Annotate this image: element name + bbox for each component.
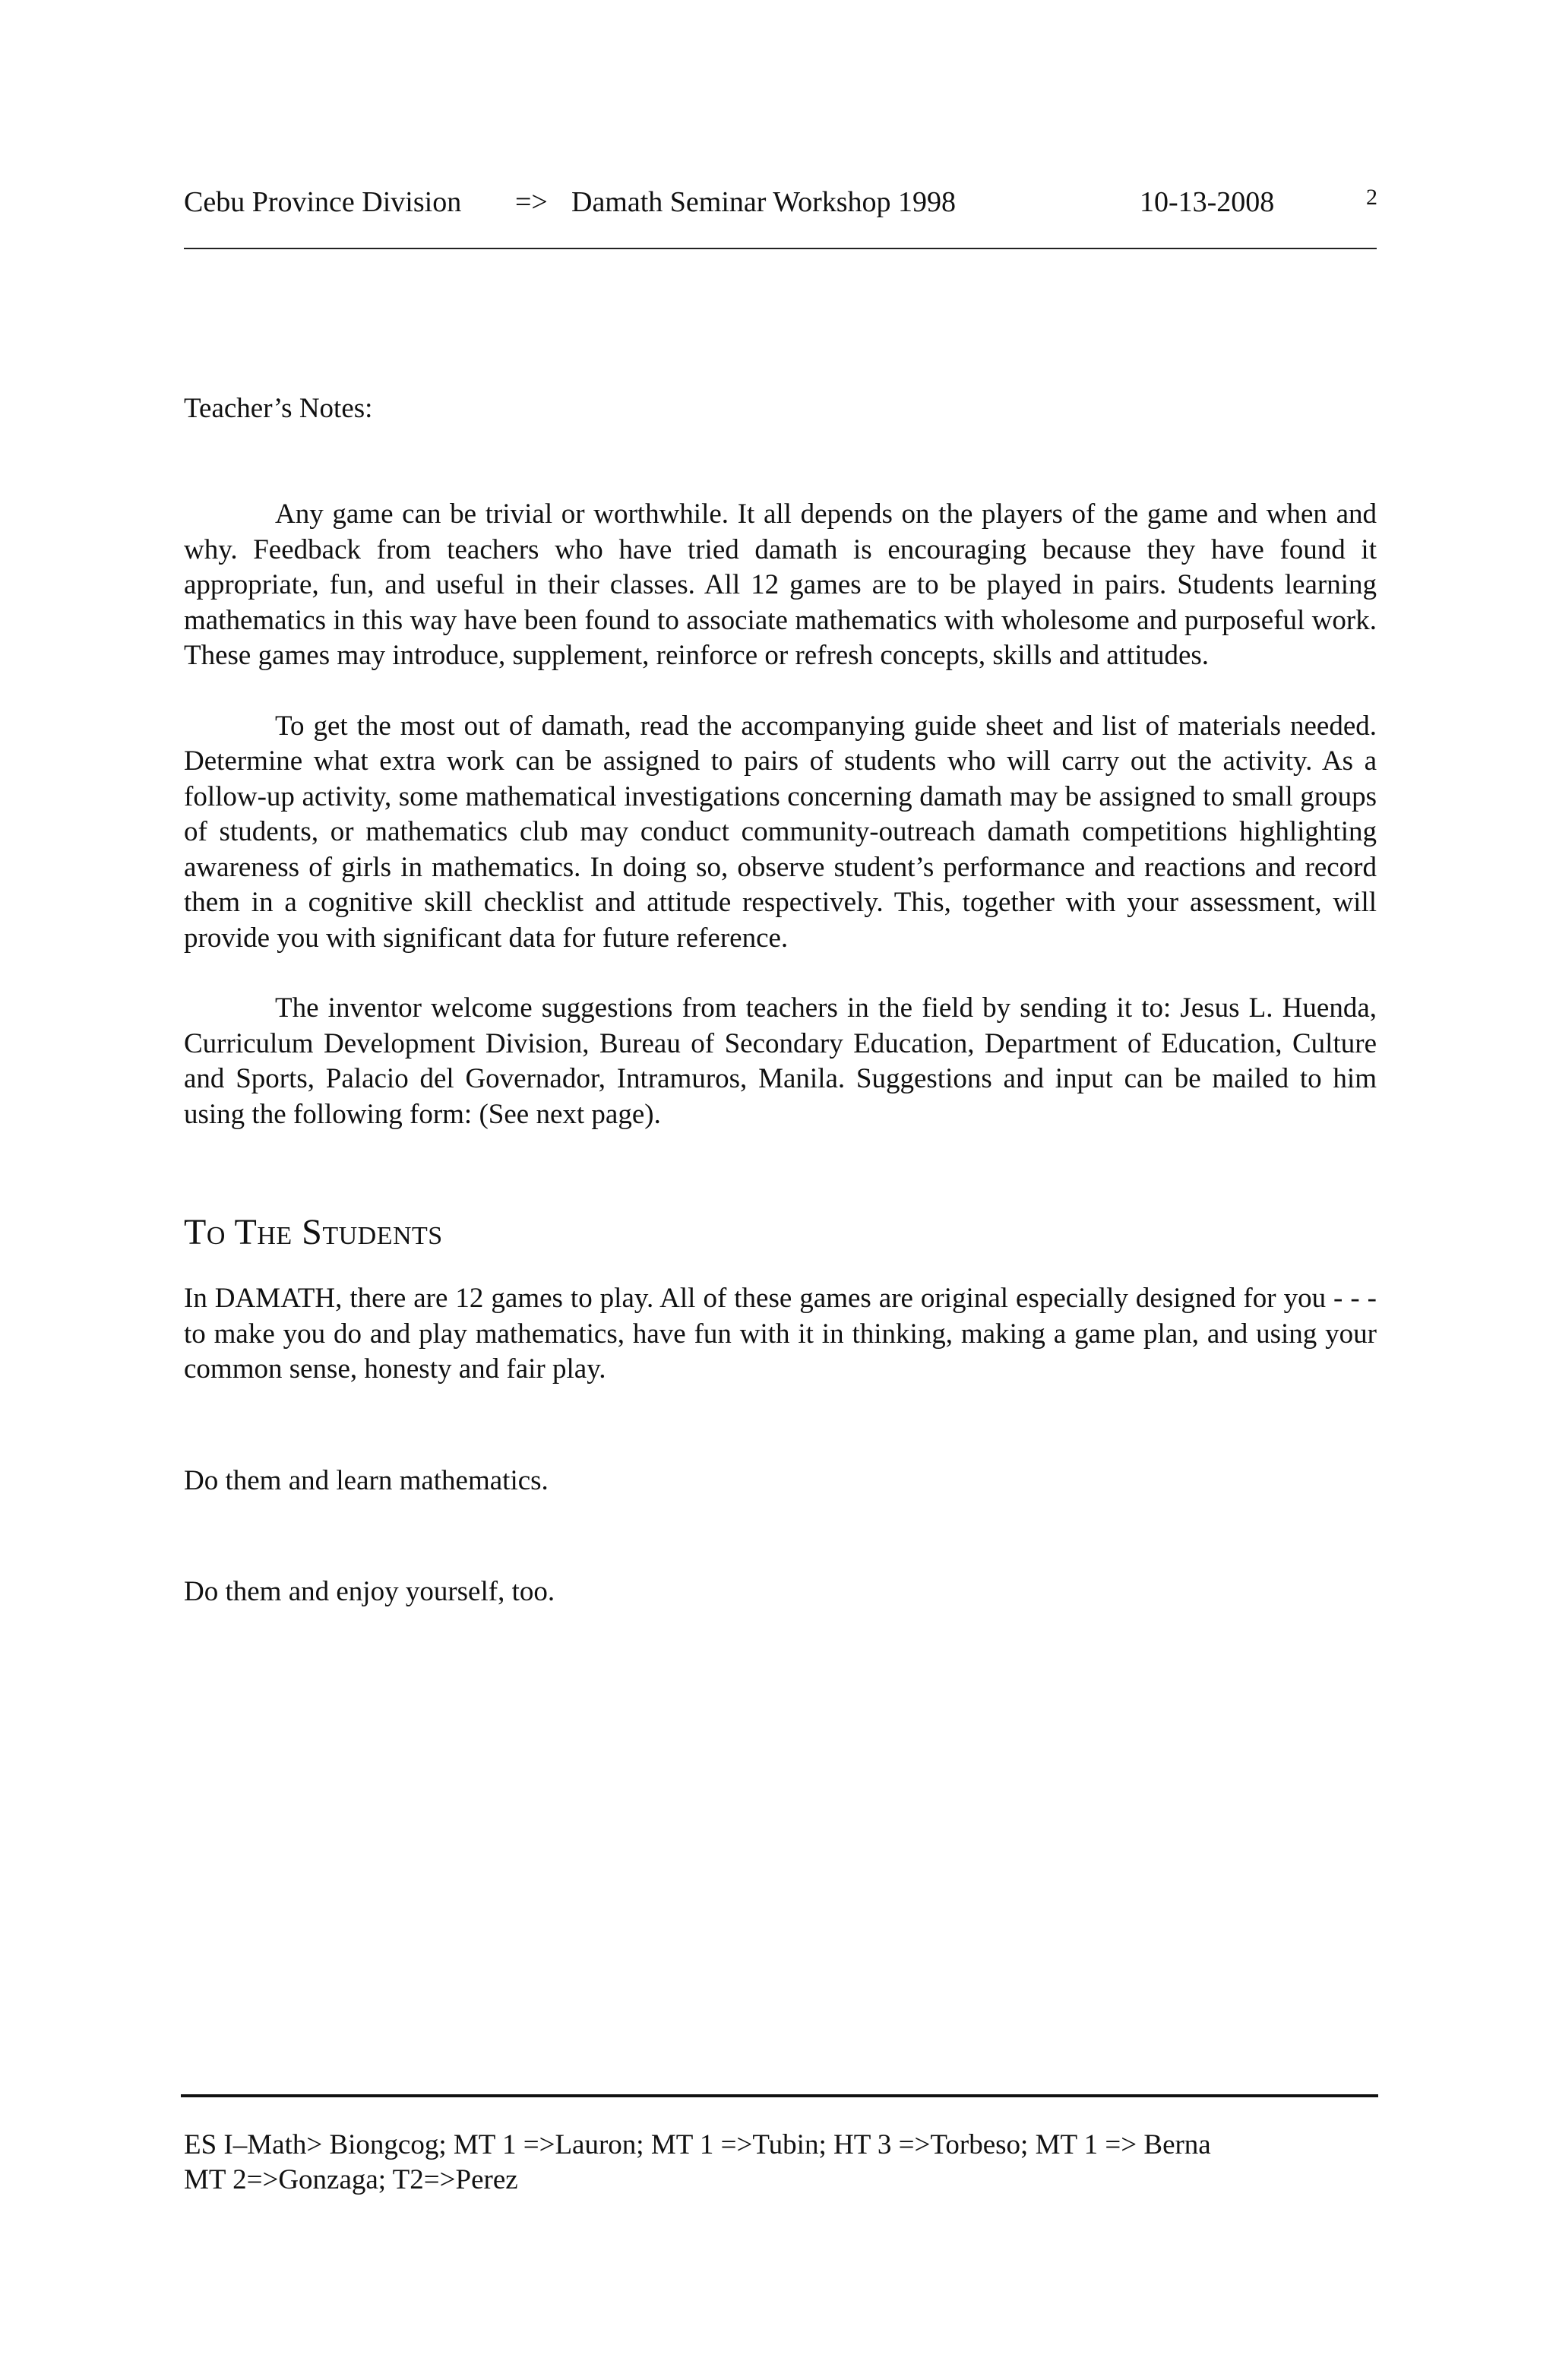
page-footer [184, 2128, 1377, 2198]
teachers-notes-paragraph-2: To get the most out of damath, read the accompanying guide sheet and list of materials needed. Determine what extra work can be assigned to pairs of students who will carry out the activity. As a follow-up activity, some mathematical investigations concerning damath may be assigned to small groups of students, or mathematics club may conduct community-outreach damath competitions highlighting awareness of girls in mathematics. In doing so, observe student’s performance and reactions and record them in a cognitive skill checklist and attitude respectively. This, together with your assessment, will provide you with significant data for future reference. [184, 710, 1377, 954]
header-division: Cebu Province Division [184, 186, 462, 218]
footer-line-2: MT 2=>Gonzaga; T2=>Perez [184, 2164, 518, 2195]
footer-line-1: ES I–Math> Biongcog; MT 1 =>Lauron; MT 1 =>Tubin; HT 3 =>Torbeso; MT 1 => Berna [184, 2129, 1211, 2160]
teachers-notes-heading: Teacher’s Notes: [184, 393, 373, 424]
main-content [184, 388, 1377, 1610]
page-number: 2 [1366, 185, 1377, 210]
teachers-notes-paragraph-1: Any game can be trivial or worthwhile. It all depends on the players of the game and when and why. Feedback from teachers who have tried damath is encouraging because they have found it appropriate, fun, and useful in their classes. All 12 games are to be played in pairs. Students learning mathematics in this way have been found to associate mathematics with wholesome and purposeful work. These games may introduce, supplement, reinforce or refresh concepts, skills and attitudes. [184, 498, 1377, 671]
page-header [184, 181, 1380, 223]
footer-divider [181, 2094, 1378, 2097]
header-divider [184, 248, 1377, 249]
students-line-enjoy: Do them and enjoy yourself, too. [184, 1576, 555, 1607]
students-paragraph: In DAMATH, there are 12 games to play. All of these games are original especially designed for you - - - to make you do and play mathematics, have fun with it in thinking, making a game plan, and using your common sense, honesty and fair play. [184, 1283, 1377, 1385]
header-date: 10-13-2008 [1140, 186, 1275, 218]
students-section-heading: To The Students [184, 1212, 443, 1252]
students-line-learn: Do them and learn mathematics. [184, 1464, 549, 1496]
header-title: Damath Seminar Workshop 1998 [571, 186, 957, 218]
teachers-notes-paragraph-3: The inventor welcome suggestions from teachers in the field by sending it to: Jesus L. Huenda, Curriculum Development Division, Bureau of Secondary Education, Department of Education, Culture and Sports, Palacio del Governador, Intramuros, Manila. Suggestions and input can be mailed to him using the following form: (See next page). [184, 992, 1377, 1130]
header-arrow: => [515, 186, 548, 218]
